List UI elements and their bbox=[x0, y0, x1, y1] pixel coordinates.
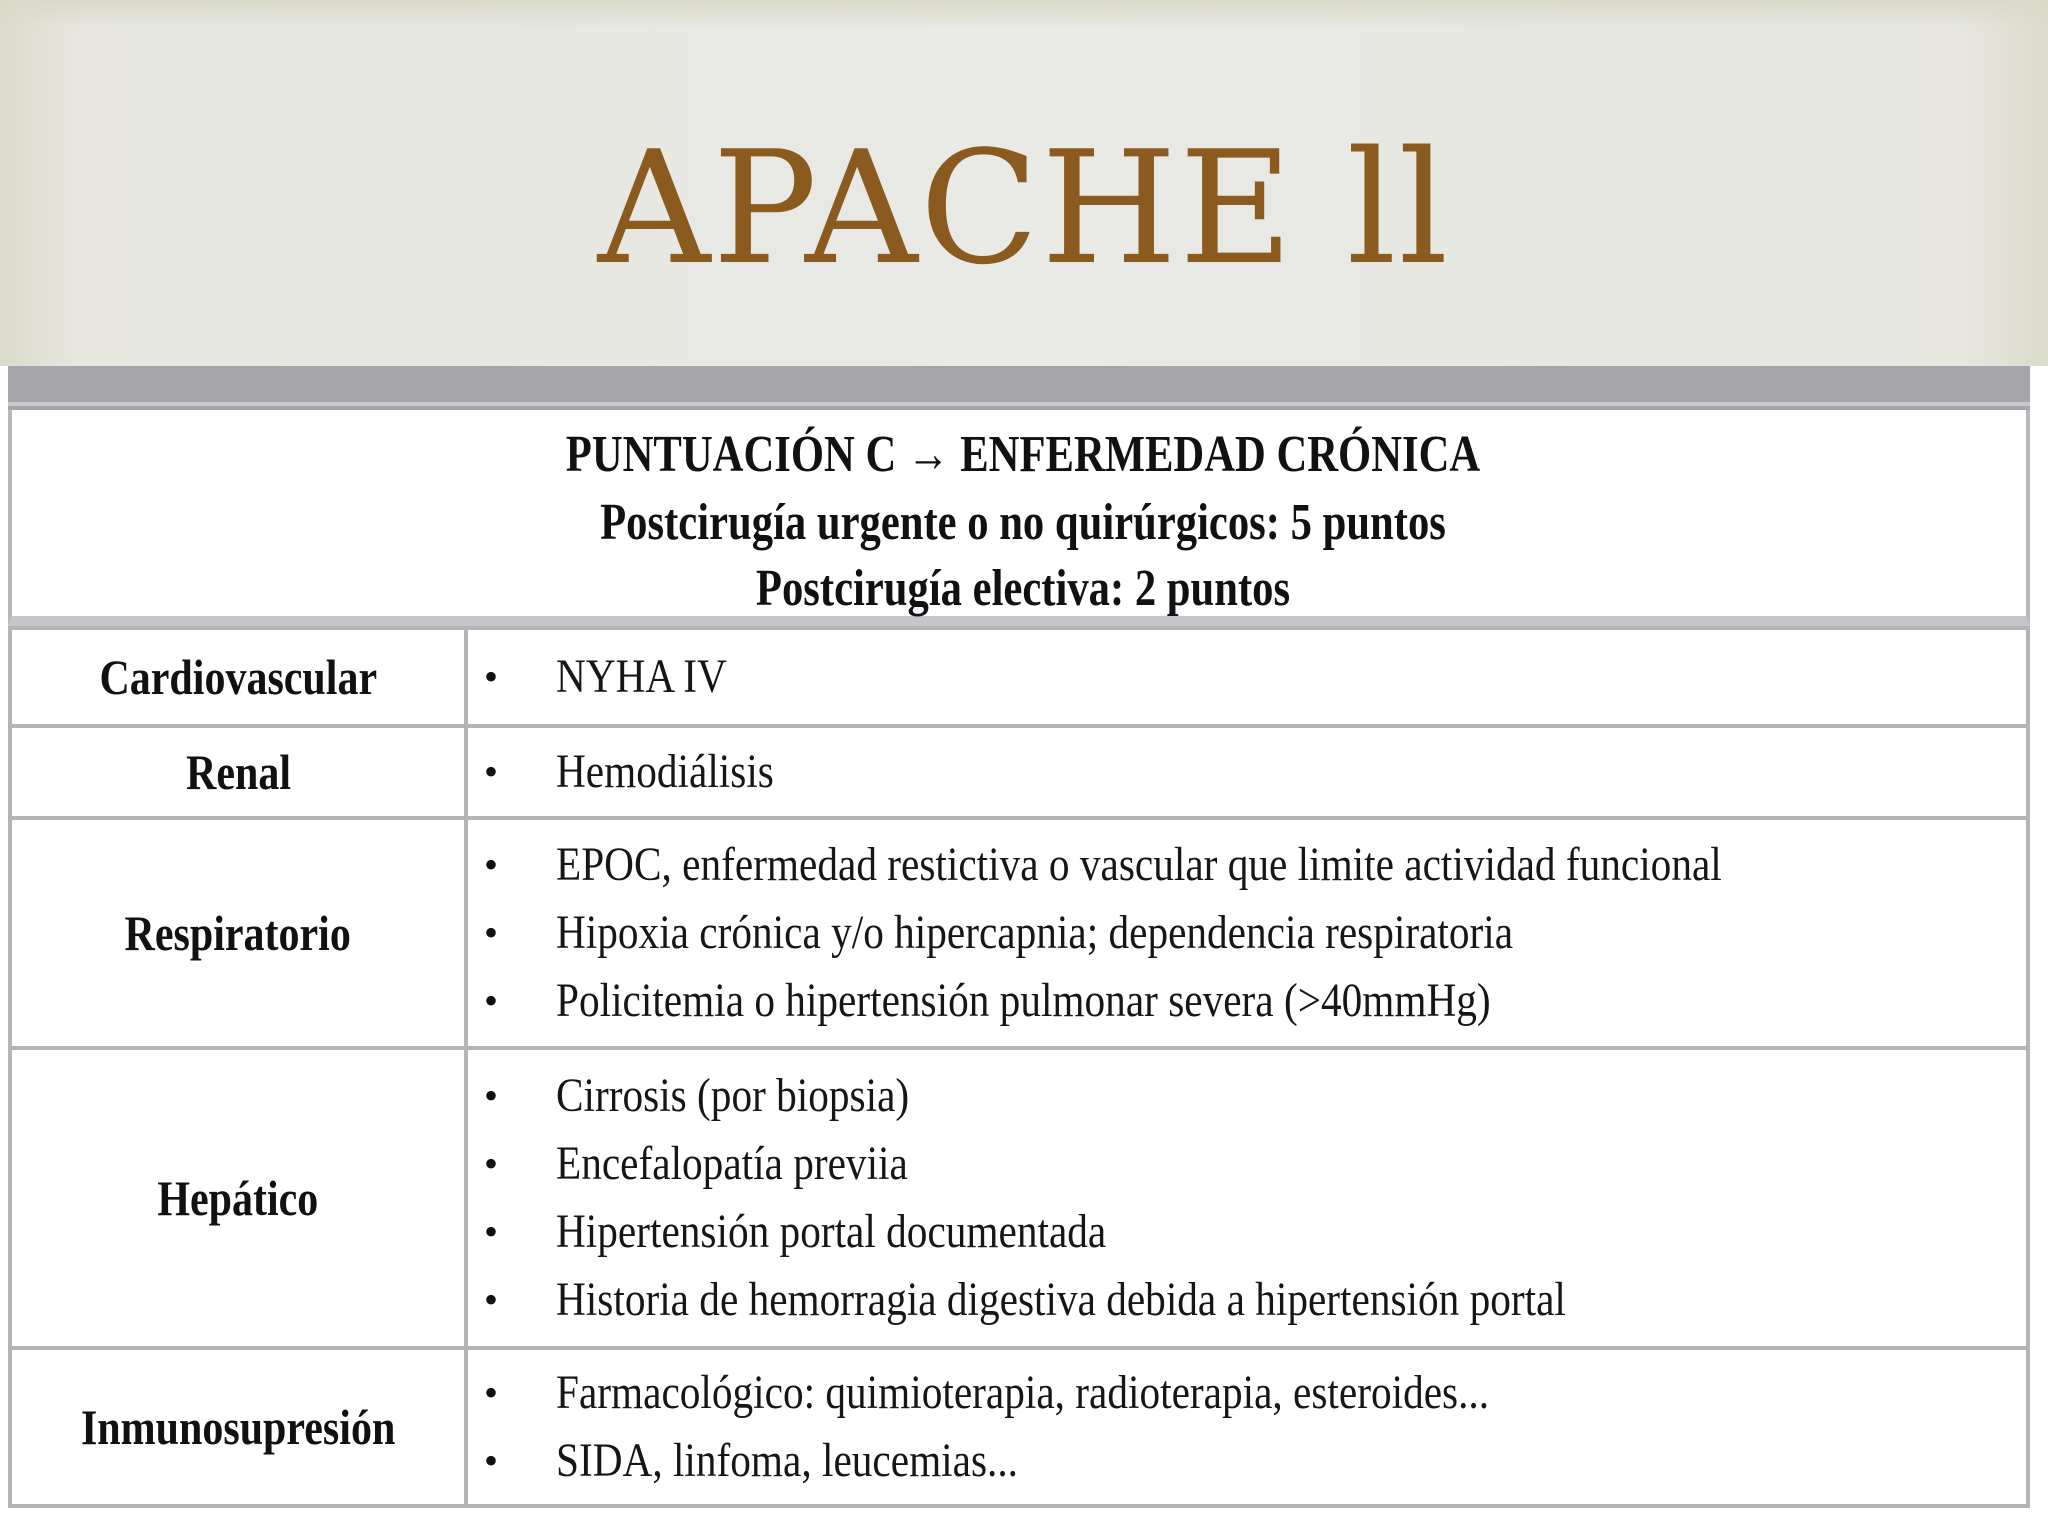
row-category bbox=[10, 726, 466, 818]
row-category-label: Renal bbox=[185, 744, 291, 800]
table-row bbox=[10, 1048, 2028, 1348]
row-items bbox=[466, 1348, 2028, 1506]
list-item bbox=[474, 1198, 2026, 1266]
row-category-label: Inmunosupresión bbox=[80, 1399, 396, 1455]
list-item bbox=[474, 899, 2026, 967]
row-items bbox=[466, 628, 2028, 726]
list-item bbox=[474, 1359, 2026, 1427]
table-header-line-2: Postcirugía urgente o no quirúrgicos: 5 puntos bbox=[600, 494, 1446, 551]
table-body bbox=[8, 626, 2030, 1508]
list-item bbox=[474, 1130, 2026, 1198]
row-items bbox=[466, 1048, 2028, 1348]
list-item bbox=[474, 1062, 2026, 1130]
list-item bbox=[474, 831, 2026, 899]
list-item bbox=[474, 1266, 2026, 1334]
table-row bbox=[10, 818, 2028, 1048]
row-category-label: Cardiovascular bbox=[99, 649, 377, 705]
list-item-text: NYHA IV bbox=[556, 650, 727, 703]
bullet: • bbox=[484, 1209, 499, 1254]
title-banner bbox=[0, 0, 2048, 366]
bullet: • bbox=[484, 1370, 499, 1415]
row-category-label: Hepático bbox=[157, 1170, 319, 1226]
row-items bbox=[466, 726, 2028, 818]
chronic-disease-table bbox=[8, 366, 2030, 1528]
row-category-label: Respiratorio bbox=[124, 905, 352, 961]
table-row bbox=[10, 726, 2028, 818]
list-item-text: Farmacológico: quimioterapia, radioterapia, esteroides... bbox=[556, 1366, 1490, 1419]
table-row bbox=[10, 628, 2028, 726]
bullet: • bbox=[484, 1141, 499, 1186]
table-top-bar-line bbox=[8, 402, 2030, 406]
list-item-text: Hipoxia crónica y/o hipercapnia; dependencia respiratoria bbox=[556, 906, 1514, 959]
list-item bbox=[474, 643, 2026, 711]
bullet: • bbox=[484, 842, 499, 887]
bullet: • bbox=[484, 1277, 499, 1322]
list-item bbox=[474, 738, 2026, 806]
bullet: • bbox=[484, 1073, 499, 1118]
list-item bbox=[474, 967, 2026, 1035]
table-row bbox=[10, 1348, 2028, 1506]
row-items bbox=[466, 818, 2028, 1048]
list-item-text: Hipertensión portal documentada bbox=[556, 1205, 1107, 1258]
list-item-text: SIDA, linfoma, leucemias... bbox=[556, 1434, 1019, 1487]
bullet: • bbox=[484, 910, 499, 955]
list-item-text: Encefalopatía previia bbox=[556, 1137, 908, 1190]
row-category bbox=[10, 1048, 466, 1348]
row-category bbox=[10, 628, 466, 726]
list-item bbox=[474, 1427, 2026, 1495]
list-item-text: EPOC, enfermedad restictiva o vascular que limite actividad funcional bbox=[556, 838, 1722, 891]
row-category bbox=[10, 818, 466, 1048]
bullet: • bbox=[484, 1438, 499, 1483]
table-header-line-3: Postcirugía electiva: 2 puntos bbox=[755, 560, 1291, 617]
list-item-text: Hemodiálisis bbox=[556, 745, 774, 798]
bullet: • bbox=[484, 654, 499, 699]
list-item-text: Policitemia o hipertensión pulmonar severa (>40mmHg) bbox=[556, 974, 1491, 1027]
row-category bbox=[10, 1348, 466, 1506]
table-header-cell bbox=[8, 410, 2030, 626]
slide-title: APACHE ll bbox=[597, 117, 1451, 299]
table-header-line-1: PUNTUACIÓN C → ENFERMEDAD CRÓNICA bbox=[565, 426, 1481, 483]
table-top-bar bbox=[8, 366, 2030, 410]
list-item-text: Cirrosis (por biopsia) bbox=[556, 1069, 910, 1122]
banner-edge bbox=[0, 0, 2048, 28]
list-item-text: Historia de hemorragia digestiva debida a hipertensión portal bbox=[556, 1273, 1566, 1326]
bullet: • bbox=[484, 749, 499, 794]
bullet: • bbox=[484, 978, 499, 1023]
